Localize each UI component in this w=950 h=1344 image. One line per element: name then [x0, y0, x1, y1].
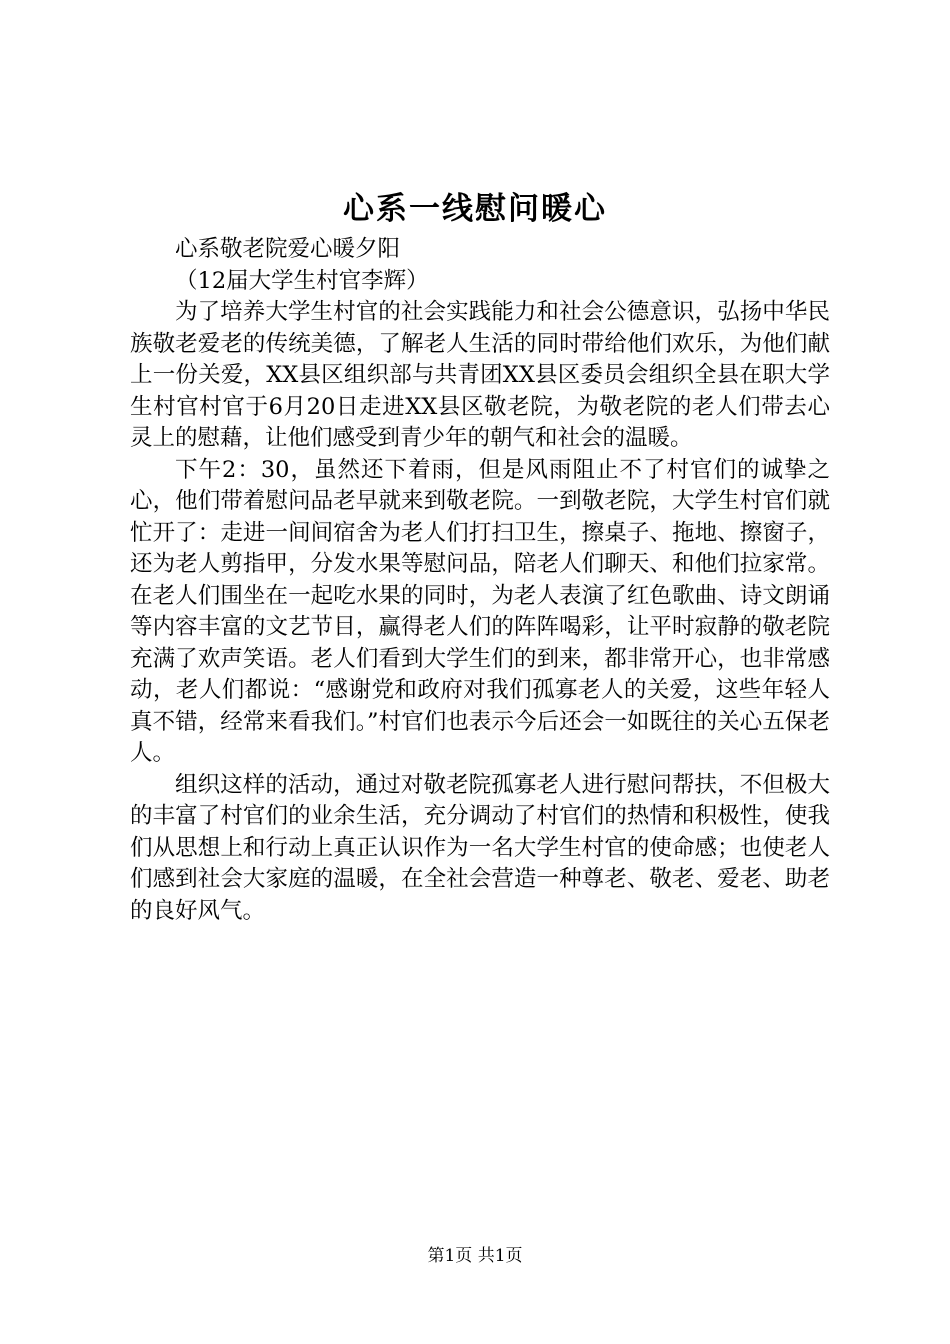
document-title: 心系一线慰问暖心	[343, 191, 607, 227]
paragraph-3: 组织这样的活动，通过对敬老院孤寡老人进行慰问帮扶，不但极大的丰富了村官们的业余生活，充分调动了村官们的热情和积极性，使我们从思想上和行动上真正认识作为一名大学生村官的使命感；也使老人们感到社会大家庭的温暖，在全社会营造一种尊老、敬老、爱老、助老的良好风气。	[130, 771, 830, 924]
document-byline: （12届大学生村官李辉）	[175, 267, 429, 294]
page-number-footer: 第1页 共1页	[427, 1246, 523, 1266]
document-subtitle: 心系敬老院爱心暖夕阳	[175, 236, 401, 262]
paragraph-1: 为了培养大学生村官的社会实践能力和社会公德意识，弘扬中华民族敬老爱老的传统美德，了解老人生活的同时带给他们欢乐，为他们献上一份关爱，XX县区组织部与共青团XX县区委员会组织全县在职大学生村官村官于6月20日走进XX县区敬老院，为敬老院的老人们带去心灵上的慰藉，让他们感受到青少年的朝气和社会的温暖。	[130, 299, 830, 451]
document-body	[130, 234, 830, 927]
paragraph-2: 下午2：30，虽然还下着雨，但是风雨阻止不了村官们的诚挚之心，他们带着慰问品老早就来到敬老院。一到敬老院，大学生村官们就忙开了：走进一间间宿舍为老人们打扫卫生，擦桌子、拖地、擦窗子，还为老人剪指甲，分发水果等慰问品，陪老人们聊天、和他们拉家常。在老人们围坐在一起吃水果的同时，为老人表演了红色歌曲、诗文朗诵等内容丰富的文艺节目，赢得老人们的阵阵喝彩，让平时寂静的敬老院充满了欢声笑语。老人们看到大学生们的到来，都非常开心，也非常感动，老人们都说：“感谢党和政府对我们孤寡老人的关爱，这些年轻人真不错，经常来看我们。”村官们也表示今后还会一如既往的关心五保老人。	[130, 456, 830, 766]
